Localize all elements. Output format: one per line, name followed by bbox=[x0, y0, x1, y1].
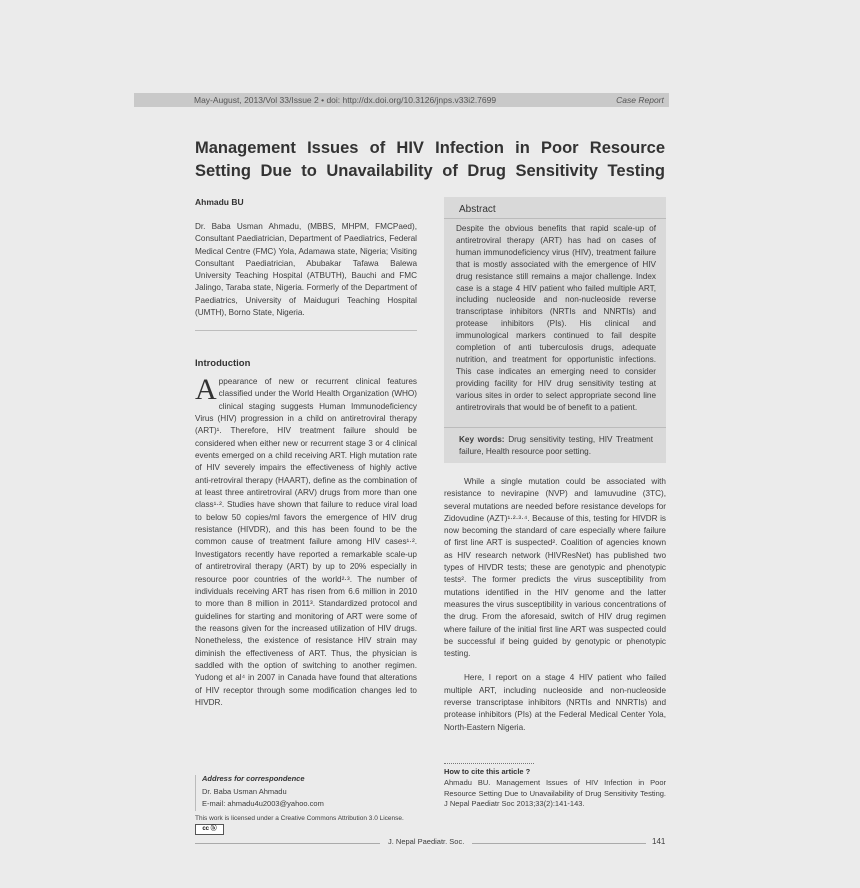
correspondence-heading: Address for correspondence bbox=[202, 774, 305, 783]
cite-text: Ahmadu BU. Management Issues of HIV Infection in Poor Resource Setting Due to Unavailability of Drug Sensitivity Testing. J Nepal Paediatr Soc 2013;33(2):141-143. bbox=[444, 778, 666, 809]
footer-journal: J. Nepal Paediatr. Soc. bbox=[380, 837, 472, 846]
abstract-divider bbox=[444, 218, 666, 219]
keywords-divider bbox=[444, 427, 666, 428]
title-line-2: Setting Due to Unavailability of Drug Sensitivity Testing bbox=[195, 162, 665, 180]
introduction-heading: Introduction bbox=[195, 358, 251, 369]
abstract-box bbox=[444, 197, 666, 463]
creative-commons-icon[interactable]: cc ⓑ bbox=[195, 824, 224, 835]
keywords bbox=[459, 434, 653, 458]
keywords-label: Key words: bbox=[459, 435, 505, 444]
correspondence-rule bbox=[195, 775, 196, 811]
page-number: 141 bbox=[646, 837, 665, 846]
body-paragraph-2: Here, I report on a stage 4 HIV patient who failed multiple ART, including nucleoside and non-nucleoside reverse transcriptase inhibitors (NRTIs and NNRTIs) and protease inhibitors (PIs) at the Federal Medical Center Yola, North-Eastern Nigeria. bbox=[444, 673, 666, 732]
correspondence-details bbox=[202, 786, 324, 810]
divider bbox=[195, 330, 417, 331]
correspondence-email[interactable]: E-mail: ahmadu4u2003@yahoo.com bbox=[202, 799, 324, 808]
section-label: Case Report bbox=[616, 95, 664, 105]
introduction-body bbox=[195, 373, 417, 709]
author-affiliation: Dr. Baba Usman Ahmadu, (MBBS, MHPM, FMCPaed), Consultant Paediatrician, Department of Paediatrics, Federal Medical Centre (FMC) Yola, Adamawa state, Nigeria; Visiting Consultant Paediatrician, Abubakar Tafawa Balewa University Teaching Hospital (ATBUTH), Bauchi and FMC Jalingo, Taraba state, Nigeria. Formerly of the Department of Paediatrics, University of Maiduguri Teaching Hospital (UMTH), Borno State, Nigeria. bbox=[195, 222, 417, 318]
cite-divider bbox=[444, 763, 534, 764]
correspondence-name: Dr. Baba Usman Ahmadu bbox=[202, 787, 287, 796]
abstract-text: Despite the obvious benefits that rapid scale-up of antiretroviral therapy (ART) has had on cases of human immunodeficiency virus (HIV), treatment failure that is mostly associated with the emergence of HIV drug resistance still remains a major challenge. Index case is a stage 4 HIV patient who failed multiple ART, including nucleoside and non-nucleoside reverse transcriptase inhibitors (NRTIs and NNRTIs) and protease inhibitors (PIs). His clinical and immunological markers continued to fail despite completion of anti tuberculosis drugs, adequate nutrition, and treatment for opportunistic infections. This case indicates an emerging need to consider providing facility for HIV drug sensitivity testing at various sites in order to select appropriate second line antiretrovirals that would be of benefit to a patient. bbox=[456, 224, 656, 412]
keywords-text: Drug sensitivity testing, HIV Treatment failure, Health resource poor setting. bbox=[459, 435, 653, 456]
cite-heading: How to cite this article ? bbox=[444, 767, 531, 776]
author-name: Ahmadu BU bbox=[195, 197, 244, 207]
title-line-1: Management Issues of HIV Infection in Poor Resource bbox=[195, 139, 665, 157]
header-bar bbox=[134, 93, 669, 107]
introduction-text: ppearance of new or recurrent clinical features classified under the World Health Organization (WHO) clinical staging suggests Human Immunodeficiency Virus (HIV) progression in a child on antiretroviral therapy (ART)¹. Therefore, HIV treatment failure should be considered when either new or recurrent stage 3 or 4 clinical events emerged on a child receiving ART. High mutation rate of HIV severely impairs the effectiveness of highly active anti-retroviral therapy (HAART), define as the combination of at least three antiretroviral (ARV) drugs from more than one class¹·². Studies have shown that failure to reduce viral load to below 50 copies/ml favors the emergence of HIV drug resistance (HIVDR), and this has been found to be the common cause of treatment failure among HIV cases¹·². Investigators recently have reported a remarkable scale-up of antiretroviral therapy (ART) by up to 20% especially in resource poor countries of the world²·³. The number of individuals receiving ART has risen from 6.6 million in 2010 to more than 8 million in 2011³. Standardized protocol and guidelines for starting and monitoring of ART were some of the reasons given for the increased utilization of HIV drugs. Nonetheless, the existence of resistance HIV strain may diminish the effectiveness of ART. Thus, the physician is saddled with the option of switching to another regimen. Yudong et al⁴ in 2007 in Canada have found that alterations of HIV receptor through some modification changes led to HIVDR. bbox=[195, 377, 417, 707]
drop-cap: A bbox=[195, 373, 217, 406]
abstract-heading: Abstract bbox=[459, 204, 496, 215]
header-citation: May-August, 2013/Vol 33/Issue 2 • doi: http://dx.doi.org/10.3126/jnps.v33i2.7699 bbox=[194, 95, 497, 105]
body-paragraph-1: While a single mutation could be associated with resistance to nevirapine (NVP) and lamuvudine (3TC), several mutations are needed before resistance develops for Zidovudine (AZT)¹·²·³·⁴. Because of this, testing for HIVDR is now becoming the standard of care especially where failure of first line ART is suspected². Coalition of agencies known as HIV research network (HIVResNet) has published two types of HIVDR tests; these are genotypic and phenotypic tests². The former predicts the virus susceptibility from mutations identified in the HIV genome and the latter measures the virus susceptibility in various concentrations of the drug. From the aforesaid, switch of HIV drug regimen where failure of the initial first line ART was suspected could be successful if being guided by genotypic or phenotypic testing. bbox=[444, 477, 666, 659]
license-text: This work is licensed under a Creative Commons Attribution 3.0 License. bbox=[195, 815, 404, 822]
article-title bbox=[195, 137, 665, 183]
right-column-body bbox=[444, 476, 666, 746]
